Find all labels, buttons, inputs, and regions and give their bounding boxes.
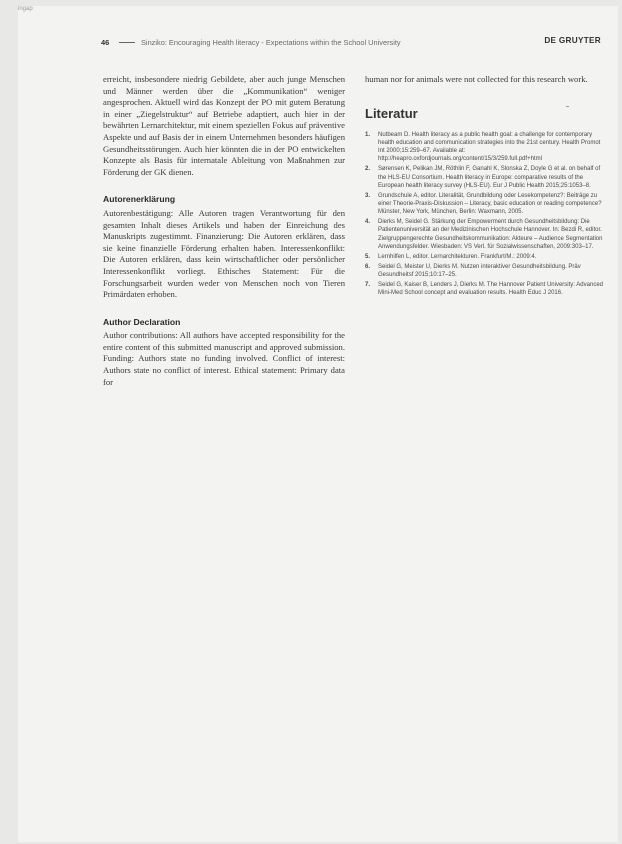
section-text-de: Autorenbestätigung: Alle Autoren tragen Verantwortung für den gesamten Inhalt dieses Artikels und haben der Einreichung des Manuskripts zugestimmt. Finanzierung: Die Autoren erklären, dass sie keine finanzielle Förderung erhalten haben. Interessenkonflikt: Die Autoren erklären, dass kein wirtschaftlicher oder persönlicher Interessenkonflikt vorliegt. Ethisches Statement: Für die Forschungsarbeit wurden weder von Menschen noch von Tieren Primärdaten erhoben. xyxy=(103,207,345,300)
section-heading-de: Autorenerklärung xyxy=(103,194,176,205)
reference-text: Sørensen K, Pelikan JM, Röthlin F, Ganahl K, Slonska Z, Doyle G et al. on behalf of the HLS-EU Consortium. Health literacy in Europe: comparative results of the European health literacy survey (HLS-EU). Eur J Public Health 2015;25:1053–8. xyxy=(378,166,601,189)
reference-text: Seidel G, Kaiser B, Lenders J, Dierks M. The Hannover Patient University: Advanced Mini-Med School concept and evaluation results. Health Educ J 2016. xyxy=(378,281,603,296)
running-header xyxy=(101,36,601,50)
reference-text: Dierks M, Seidel G. Stärkung der Empowerment durch Gesundheitsbildung: Die Patientenuniversität an der Medizinischen Hochschule Hannover. In: Bezdi R, editor. Zielgruppengerechte Gesundheitskommunikation: Akteure – Audience Segmentation Anwendungsfelder. Wiesbaden: VS Verl. für Sozialwissenschaften, 2009:303–17. xyxy=(378,219,603,250)
reference-number: 6. xyxy=(365,263,371,270)
reference-item xyxy=(365,281,605,298)
reference-number: 4. xyxy=(365,219,371,226)
reference-text: Nutbeam D. Health literacy as a public health goal: a challenge for contemporary health education and communication strategies into the 21st century. Health Promot Int 2000;15:259–67. Available at: http://heapro.oxfordjournals.org/content/15/3/259.full.pdf+html xyxy=(378,131,601,163)
reference-text: Seidel G, Meister U, Dierks M. Nutzen interaktiver Gesundheitsbildung. Präv Gesundheitsf 2015;10:17–25. xyxy=(378,263,581,278)
reference-text: Lernhilfen L, editor. Lernarchitekturen. Frankfurt/M.: 2009:4. xyxy=(378,253,537,260)
document-page xyxy=(18,6,618,842)
page-number: 46 xyxy=(101,38,110,47)
scan-mark xyxy=(566,106,569,107)
reference-item xyxy=(365,165,605,190)
left-column xyxy=(103,74,345,388)
section-heading-en: Author Declaration xyxy=(103,316,181,327)
reference-item xyxy=(365,192,605,217)
reference-item xyxy=(365,131,605,164)
reference-number: 7. xyxy=(365,281,371,288)
reference-number: 2. xyxy=(365,166,371,173)
header-dash xyxy=(119,42,135,43)
right-column xyxy=(365,74,605,299)
references-heading: Literatur xyxy=(365,105,418,121)
reference-list xyxy=(365,131,605,298)
reference-number: 1. xyxy=(365,131,371,138)
corner-mark: ingap xyxy=(18,6,33,12)
reference-number: 3. xyxy=(365,192,371,199)
intro-paragraph: erreicht, insbesondere niedrig Gebildete, aber auch junge Menschen und Männer werden über die „Kommunikation“ weniger angesprochen. Aktuell wird das Konzept der PO mit gutem Beratung in einer „Ziegelstruktur“ auf Betriebe adaptiert, auch hier in der bewährten Lernarchitektur, mit einem speziellen Fokus auf präventive Aspekte und auf Basis der in einem Unternehmen besonders häufigen Gesundheitsstörungen. Auch hier könnten die in der PO entwickelten Konzepte als Basis für internatale Ableitung von Maßnahmen zur Förderung der GK dienen. xyxy=(103,74,345,177)
reference-item xyxy=(365,253,605,261)
running-title: Sinziko: Encouraging Health literacy - Expectations within the School University xyxy=(141,38,401,47)
continuation-paragraph: human nor for animals were not collected for this research work. xyxy=(365,74,588,84)
reference-number: 5. xyxy=(365,253,371,260)
reference-item xyxy=(365,218,605,251)
reference-item xyxy=(365,263,605,280)
section-text-en: Author contributions: All authors have accepted responsibility for the entire content of this submitted manuscript and approved submission. Funding: Authors state no funding involved. Conflict of interest: Authors state no conflict of interest. Ethical statement: Primary data for xyxy=(103,330,345,387)
publisher-logo: DE GRUYTER xyxy=(544,36,601,45)
reference-text: Grundschule A, editor. Literalität, Grundbildung oder Lesekompetenz?: Beiträge zu einer Theorie-Praxis-Diskussion – Literacy, basic education or reading competence? Münster, New York, München, Berlin: Waxmann, 2005. xyxy=(378,192,602,216)
